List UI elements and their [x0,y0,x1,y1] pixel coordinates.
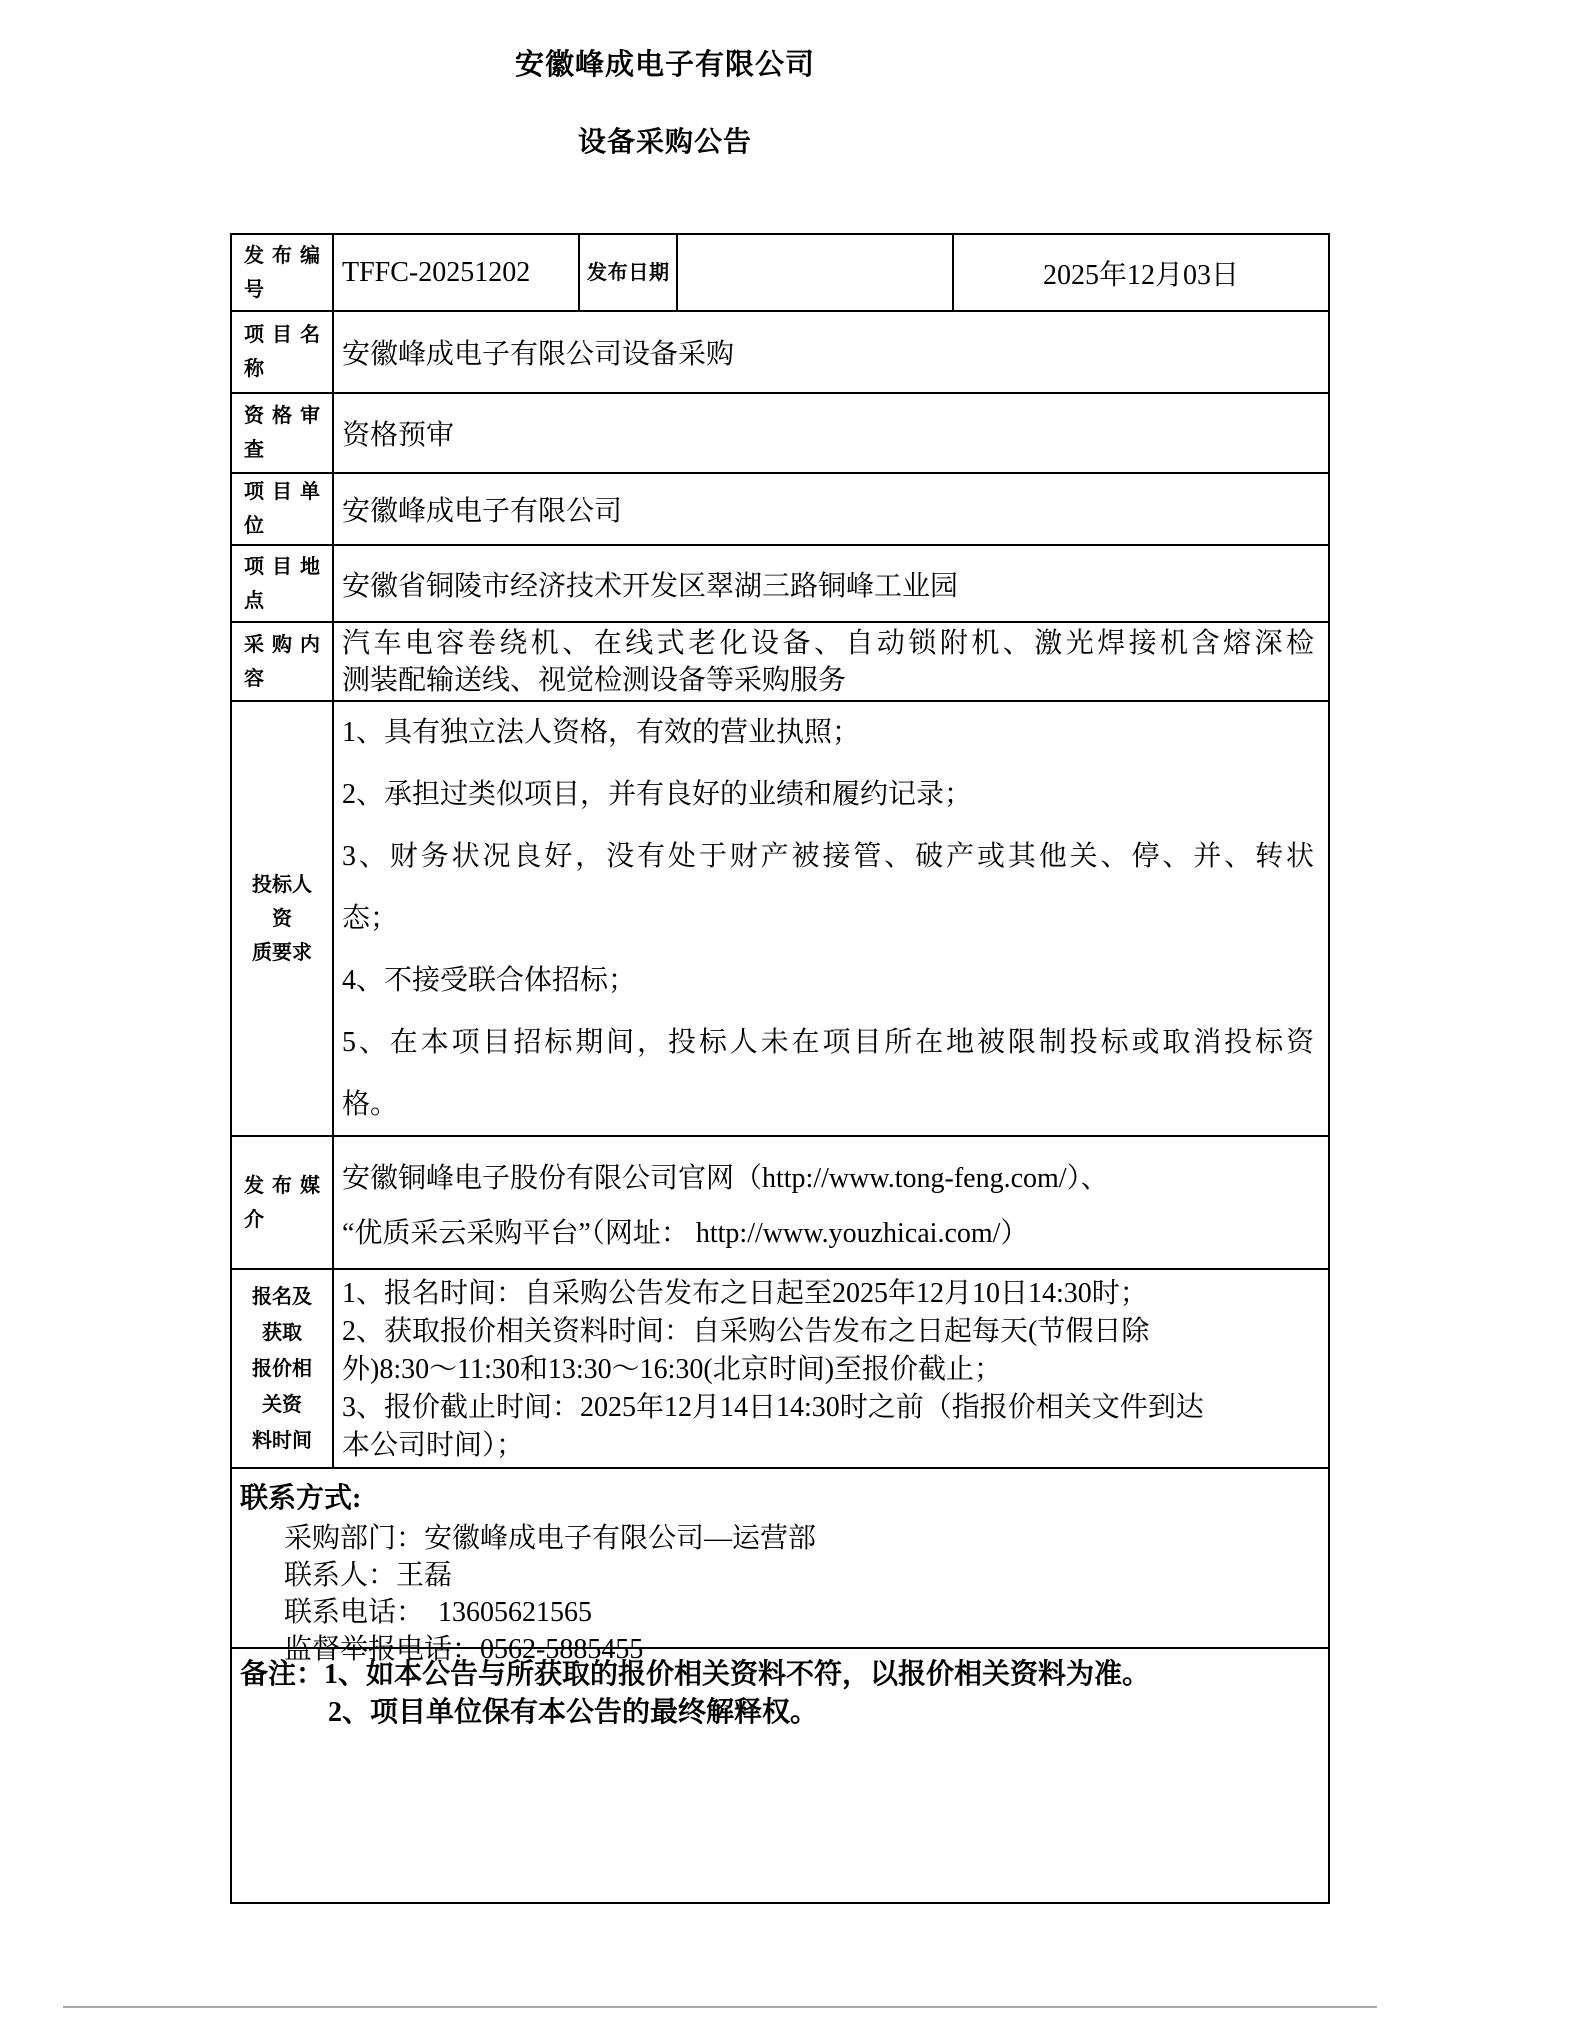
page-bottom-divider [63,2006,1377,2008]
media-label: 发布媒介 [244,1174,320,1231]
bidder-label-line2: 质要求 [252,941,312,964]
row-qualification-review [232,394,1328,474]
signup-value-cell [334,1270,1328,1467]
bidder-item5-line1: 5、在本项目招标期间，投标人未在项目所在地被限制投标或取消投标资 [342,1027,1314,1058]
row-contact-info [232,1469,1328,1665]
contact-phone: 联系电话： 13605621565 [284,1597,593,1628]
contact-department: 采购部门：安徽峰成电子有限公司—运营部 [284,1523,817,1554]
bidder-item5-line2: 格。 [342,1089,399,1120]
contact-heading: 联系方式: [240,1483,362,1514]
media-line1: 安徽铜峰电子股份有限公司官网（http://www.tong-feng.com/）、 [342,1163,1109,1194]
media-line2: “优质采云采购平台”（网址： http://www.youzhicai.com/） [342,1218,1029,1249]
signup-line5: 本公司时间）； [342,1430,525,1461]
signup-line1: 1、报名时间：自采购公告发布之日起至2025年12月10日14:30时； [342,1278,1148,1309]
qualification-review-label-cell [232,394,334,472]
publish-date-value: 2025年12月03日 [1042,259,1239,291]
project-location-label-cell [232,546,334,621]
row-project-location [232,546,1328,623]
row-project-unit [232,474,1328,546]
bidder-item1: 1、具有独立法人资格，有效的营业执照； [342,717,861,748]
media-value-cell [334,1137,1328,1268]
row-bidder-qualification [232,702,1328,1137]
bidder-label-line1: 投标人资 [252,873,312,930]
signup-label-line3: 料时间 [252,1429,312,1452]
remark-line2: 2、项目单位保有本公告的最终解释权。 [328,1697,819,1728]
publish-no-value-cell [334,235,580,310]
publish-no-label-cell [232,235,334,310]
procurement-line2: 测装配输送线、视觉检测设备等采购服务 [342,664,847,696]
project-unit-value: 安徽峰成电子有限公司 [342,496,623,527]
project-name-value-cell [334,312,1328,392]
contact-person: 联系人：王磊 [284,1560,453,1591]
publish-date-label-cell [580,235,678,310]
project-name-value: 安徽峰成电子有限公司设备采购 [342,339,735,370]
signup-label-line2: 报价相关资 [252,1357,312,1416]
publish-no-label: 发布编号 [244,244,320,301]
project-unit-label-cell [232,474,334,544]
remark-line1: 备注：1、如本公告与所获取的报价相关资料不符，以报价相关资料为准。 [240,1659,1151,1690]
project-location-value-cell [334,546,1328,621]
empty-cell [678,235,954,310]
contact-report-phone: 监督举报电话：0562-5885455 [284,1634,644,1665]
signup-label-line1: 报名及获取 [252,1285,312,1344]
procurement-label-cell [232,623,334,700]
qualification-review-label: 资格审查 [244,405,320,461]
qualification-review-value-cell [334,394,1328,472]
row-publish-info [232,235,1328,312]
qualification-review-value: 资格预审 [342,420,455,451]
procurement-line1: 汽车电容卷绕机、在线式老化设备、自动锁附机、激光焊接机含熔深检 [342,627,1314,659]
row-remarks [232,1649,1328,1902]
bidder-item4: 4、不接受联合体招标； [342,965,637,996]
remarks-cell [232,1649,1328,1902]
row-signup-time [232,1270,1328,1469]
bidder-label-cell [232,702,334,1135]
signup-line2: 2、获取报价相关资料时间：自采购公告发布之日起每天(节假日除 [342,1316,1150,1347]
signup-label-cell [232,1270,334,1467]
contact-cell [232,1469,1328,1665]
bidder-requirements-cell [334,702,1328,1135]
project-unit-value-cell [334,474,1328,544]
signup-line4: 3、报价截止时间：2025年12月14日14:30时之前（指报价相关文件到达 [342,1392,1204,1423]
project-name-label-cell [232,312,334,392]
project-location-value: 安徽省铜陵市经济技术开发区翠湖三路铜峰工业园 [342,570,959,602]
procurement-label: 采购内容 [244,633,320,690]
signup-line3: 外)8:30～11:30和13:30～16:30(北京时间)至报价截止； [342,1354,1003,1385]
publish-date-label: 发布日期 [587,261,669,284]
publish-date-value-cell [954,235,1328,310]
bidder-item2: 2、承担过类似项目，并有良好的业绩和履约记录； [342,779,973,810]
bidder-item3-line1: 3、财务状况良好，没有处于财产被接管、破产或其他关、停、并、转状 [342,841,1314,872]
bidder-item3-line2: 态； [342,903,399,934]
project-location-label: 项目地点 [244,555,320,612]
document-title: 安徽峰成电子有限公司 [514,49,815,81]
row-publishing-media [232,1137,1328,1270]
row-project-name [232,312,1328,394]
announcement-table [230,233,1330,1904]
project-unit-label: 项目单位 [244,481,320,537]
document-subtitle: 设备采购公告 [577,127,752,158]
procurement-value-cell [334,623,1328,700]
project-name-label: 项目名称 [244,324,320,380]
row-procurement-content [232,623,1328,702]
publish-no-value: TFFC-20251202 [342,256,531,288]
media-label-cell [232,1137,334,1268]
